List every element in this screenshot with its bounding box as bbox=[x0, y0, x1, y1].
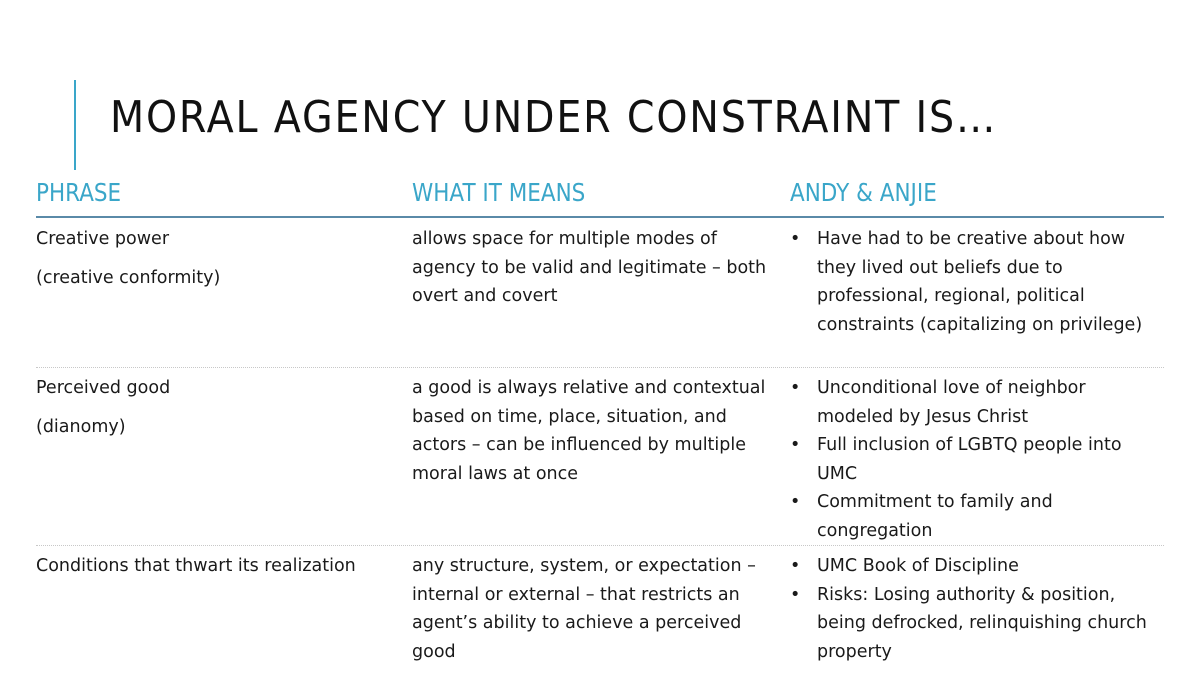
bullet-item: • UMC Book of Discipline bbox=[790, 552, 1164, 581]
bullet-item: • Have had to be creative about how they lived out beliefs due to professional, regional, political constraints (capitalizing on privilege) bbox=[790, 225, 1164, 339]
title-accent-bar bbox=[74, 80, 76, 170]
phrase-cell bbox=[36, 225, 396, 292]
andy-anjie-cell bbox=[790, 552, 1164, 666]
bullet-item: • Commitment to family and congregation bbox=[790, 488, 1164, 545]
andy-anjie-cell bbox=[790, 225, 1164, 339]
row-divider bbox=[36, 545, 1164, 546]
bullet-item: • Risks: Losing authority & position, being defrocked, relinquishing church property bbox=[790, 581, 1164, 667]
column-header-andy-anjie: ANDY & ANJIE bbox=[790, 178, 937, 207]
andy-anjie-cell bbox=[790, 374, 1164, 545]
column-header-phrase: PHRASE bbox=[36, 178, 122, 207]
table-row bbox=[36, 374, 1164, 546]
header-rule bbox=[36, 216, 1164, 218]
phrase-subtext: (creative conformity) bbox=[36, 267, 221, 288]
phrase-text: Conditions that thwart its realization bbox=[36, 556, 356, 576]
bullet-item: • Unconditional love of neighbor modeled by Jesus Christ bbox=[790, 374, 1164, 431]
meaning-cell: a good is always relative and contextual based on time, place, situation, and actors – can be influenced by multiple moral laws at once bbox=[412, 378, 766, 484]
phrase-subtext: (dianomy) bbox=[36, 416, 126, 437]
column-header-meaning: WHAT IT MEANS bbox=[412, 178, 586, 207]
bullet-item: • Full inclusion of LGBTQ people into UMC bbox=[790, 431, 1164, 488]
phrase-text: Perceived good bbox=[36, 378, 171, 398]
row-divider bbox=[36, 367, 1164, 368]
table-row bbox=[36, 225, 1164, 368]
phrase-cell bbox=[36, 552, 396, 581]
slide-title: MORAL AGENCY UNDER CONSTRAINT IS… bbox=[110, 92, 998, 143]
meaning-cell: allows space for multiple modes of agency to be valid and legitimate – both overt and covert bbox=[412, 229, 767, 306]
meaning-cell: any structure, system, or expectation – internal or external – that restricts an agent’s ability to achieve a perceived good bbox=[412, 556, 756, 662]
phrase-text: Creative power bbox=[36, 229, 170, 249]
phrase-cell bbox=[36, 374, 396, 441]
table-row bbox=[36, 552, 1164, 667]
table-header-row bbox=[36, 178, 1164, 216]
